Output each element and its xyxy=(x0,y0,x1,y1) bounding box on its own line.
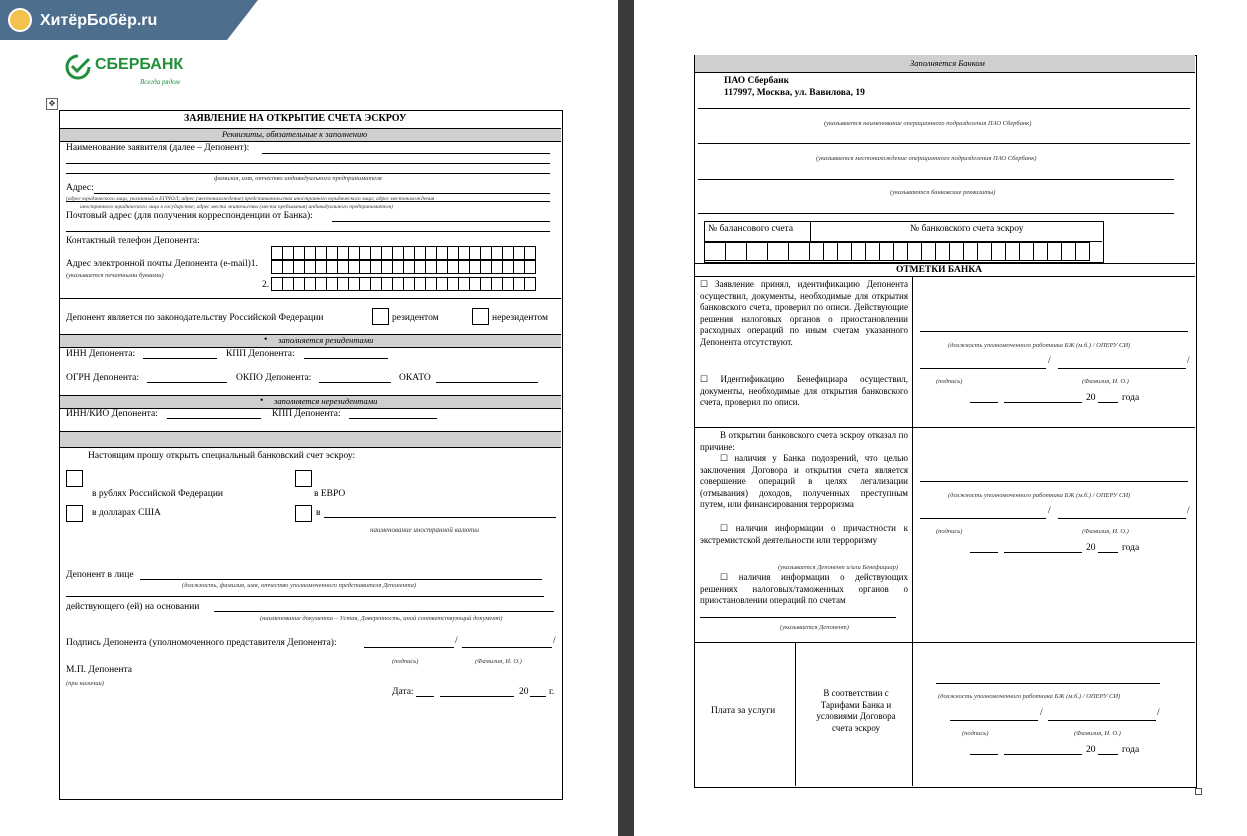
section-blank xyxy=(60,431,561,448)
email-hint: (указывается печатными буквами) xyxy=(66,272,164,279)
refused-3-line[interactable] xyxy=(700,617,896,618)
hint-division: (указывается наименование операционного подразделения ПАО Сбербанк) xyxy=(824,120,1032,127)
resize-handle-icon[interactable] xyxy=(1195,788,1202,795)
address-label: Адрес: xyxy=(66,183,94,193)
name-slash: / xyxy=(553,636,556,646)
email-cells-1[interactable] xyxy=(272,260,536,274)
address-hint-2: иностранного юридического лица в государстве; адрес места жительства (места пребывания) индивидуального предпринимателя) xyxy=(80,204,393,210)
sig-hint-3: (подпись) xyxy=(962,730,989,737)
applicant-name-label: Наименование заявителя (далее – Депонент): xyxy=(66,143,250,153)
sberbank-logo-icon xyxy=(64,54,92,80)
name-slash-2: / xyxy=(1187,506,1190,516)
requisites-line[interactable] xyxy=(698,179,1174,180)
name-hint-3: (Фамилия, И. О.) xyxy=(1074,730,1121,737)
official-line-2[interactable] xyxy=(920,481,1188,482)
sberbank-logo-name: СБЕРБАНК xyxy=(95,56,184,73)
year-line-1[interactable] xyxy=(1098,402,1118,403)
ogrn-label: ОГРН Депонента: xyxy=(66,373,140,383)
kpp-line[interactable] xyxy=(304,358,388,359)
month-line-1[interactable] xyxy=(1004,402,1082,403)
rub-checkbox[interactable] xyxy=(66,470,83,487)
kpp2-line[interactable] xyxy=(349,418,437,419)
beneficiary-text: ☐ Идентификацию Бенефициара осуществил, документы, необходимые для открытия банковского счета, проверил по описи. xyxy=(700,374,908,407)
bank-frame xyxy=(694,55,1197,788)
ogrn-line[interactable] xyxy=(147,382,227,383)
account-divider xyxy=(810,221,811,241)
sig-hint: (подпись) xyxy=(392,658,419,665)
bank-account-cells[interactable] xyxy=(810,242,1090,261)
month-line-2[interactable] xyxy=(1004,552,1082,553)
acting-label: действующего (ей) на основании xyxy=(66,602,200,612)
tariffs-text: В соответствии с Тарифами Банка и условиями Договора счета эскроу xyxy=(816,688,896,733)
stamp-label: М.П. Депонента xyxy=(66,665,132,675)
sig-hint-2: (подпись) xyxy=(936,528,963,535)
year-line-3[interactable] xyxy=(1098,754,1118,755)
official-hint-2: (должность уполномоченного работника БЖ (м.б.) / ОПЕРУ СИ) xyxy=(948,492,1131,499)
usd-label: в долларах США xyxy=(92,508,161,518)
depositor-person-label: Депонент в лице xyxy=(66,570,134,580)
okato-line[interactable] xyxy=(436,382,538,383)
other-currency-checkbox[interactable] xyxy=(295,505,312,522)
fee-label: Плата за услуги xyxy=(711,706,776,716)
kpp-label: КПП Депонента: xyxy=(226,349,295,359)
date-year: 20 xyxy=(519,687,529,697)
depositor-person-line-2[interactable] xyxy=(66,596,544,597)
signature-line[interactable] xyxy=(364,647,454,648)
date-label: Дата: xyxy=(392,687,414,697)
usd-checkbox[interactable] xyxy=(66,505,83,522)
sberbank-logo-tagline: Всегда рядом xyxy=(140,78,180,86)
division-line[interactable] xyxy=(698,108,1190,109)
sig-line-3[interactable] xyxy=(950,720,1038,721)
official-hint-1: (должность уполномоченного работника БЖ (м.б.) / ОПЕРУ СИ) xyxy=(948,342,1131,349)
name-hint: (Фамилия, И. О.) xyxy=(475,658,522,665)
marks-bottom xyxy=(694,276,1195,277)
person-hint: (должность, фамилия, имя, отчество уполномоченного представителя Депонента) xyxy=(182,582,417,589)
year-2: 20 xyxy=(1086,543,1096,553)
year-line-2[interactable] xyxy=(1098,552,1118,553)
inn-label: ИНН Депонента: xyxy=(66,349,136,359)
email-label: Адрес электронной почты Депонента (e-mail)1. xyxy=(66,259,258,269)
move-handle-icon[interactable]: ✥ xyxy=(46,98,58,110)
other-currency-label: в xyxy=(316,508,321,518)
date-year-line[interactable] xyxy=(530,696,546,697)
name-line[interactable] xyxy=(462,647,552,648)
accepted-text: ☐ Заявление принял, идентификацию Депонента осуществил, документы, необходимые для открытия банковского счета, проверил по описи. Действующие решения налоговых органов о приостановлении расходных операций по иным счетам указанного Депонента отсутствуют. xyxy=(700,279,908,347)
fee-divider-2 xyxy=(912,642,913,786)
currency-hint: наименование иностранной валюты xyxy=(370,526,479,534)
year-3: 20 xyxy=(1086,745,1096,755)
name-line-1[interactable] xyxy=(1058,368,1186,369)
refused-intro: В открытии банковского счета эскроу отказал по причине: xyxy=(700,430,908,452)
sig-hint-1: (подпись) xyxy=(936,378,963,385)
marks-top xyxy=(694,263,1195,264)
section-required-label: Реквизиты, обязательные к заполнению xyxy=(222,129,368,139)
bank-account-label: № банковского счета эскроу xyxy=(910,224,1024,234)
request-text: Настоящим прошу открыть специальный банковский счет эскроу: xyxy=(88,451,356,461)
applicant-name-line[interactable] xyxy=(262,153,550,154)
applicant-hint: фамилия, имя, отчество индивидуального предпринимателя xyxy=(214,175,382,182)
marks-title: ОТМЕТКИ БАНКА xyxy=(896,265,983,275)
official-hint-3: (должность уполномоченного работника БЖ (м.б.) / ОПЕРУ СИ) xyxy=(938,693,1121,700)
acting-line[interactable] xyxy=(214,611,554,612)
year-suffix-2: года xyxy=(1122,543,1140,553)
date-day-line[interactable] xyxy=(416,696,434,697)
postal-address-label: Почтовый адрес (для получения корреспонденции от Банка): xyxy=(66,211,313,221)
balance-account-cells[interactable] xyxy=(705,242,810,261)
sig-line-1[interactable] xyxy=(920,368,1046,369)
year-suffix-3: года xyxy=(1122,745,1140,755)
other-currency-line[interactable] xyxy=(324,517,556,518)
name-slash-1: / xyxy=(1187,356,1190,366)
email-second-label: 2. xyxy=(262,280,270,290)
requisites-line-2[interactable] xyxy=(698,213,1174,214)
bank-address: 117997, Москва, ул. Вавилова, 19 xyxy=(724,88,865,98)
nonresident-checkbox[interactable] xyxy=(472,308,489,325)
watermark-text: ХитёрБобёр.ru xyxy=(40,12,158,29)
sig-slash-2: / xyxy=(1048,506,1051,516)
sig-slash-1: / xyxy=(1048,356,1051,366)
postal-address-line-2[interactable] xyxy=(66,231,550,232)
phone-cells[interactable] xyxy=(272,246,536,260)
refused-reason-2: ☐ наличия информации о причастности к экстремистской деятельности или терроризму xyxy=(700,523,908,545)
year-suffix-1: года xyxy=(1122,393,1140,403)
refused-reason-1: ☐ наличия у Банка подозрений, что целью заключения Договора и открытия счета является совершение операций в целях легализации (отмывания) доходов, полученных преступным путем, или финансирования терроризма xyxy=(700,453,908,509)
refused-reason-3: ☐ наличия информации о действующих решениях налоговых/таможенных органов о приостановлении операций по счетам xyxy=(700,572,908,605)
name-slash-3: / xyxy=(1157,708,1160,718)
marks-col-divider xyxy=(912,276,913,642)
fee-row-top xyxy=(694,642,1195,643)
okpo-label: ОКПО Депонента: xyxy=(236,373,312,383)
section-nonresidents-bullet: • xyxy=(260,396,264,406)
marks-mid-divider xyxy=(694,427,1195,428)
acting-hint: (наименование документа – Устав, Доверенность, иной соответствующий документ) xyxy=(260,615,503,622)
refused-reason-3-hint: (указывается Депонент) xyxy=(780,624,849,631)
section-nonresidents-label: заполняется нерезидентами xyxy=(274,396,378,406)
sig-line-2[interactable] xyxy=(920,518,1046,519)
fee-divider-1 xyxy=(795,642,796,786)
postal-address-line[interactable] xyxy=(332,221,550,222)
form-title: ЗАЯВЛЕНИЕ НА ОТКРЫТИЕ СЧЕТА ЭСКРОУ xyxy=(184,113,407,124)
date-month-line[interactable] xyxy=(440,696,514,697)
eur-checkbox[interactable] xyxy=(295,470,312,487)
sig-slash-3: / xyxy=(1040,708,1043,718)
signature-slash: / xyxy=(455,636,458,646)
signature-label: Подпись Депонента (уполномоченного представителя Депонента): xyxy=(66,638,337,648)
name-line-2[interactable] xyxy=(1058,518,1186,519)
day-line-1[interactable] xyxy=(970,402,998,403)
email-cells-2[interactable] xyxy=(272,277,536,291)
name-hint-2: (Фамилия, И. О.) xyxy=(1082,528,1129,535)
day-line-3[interactable] xyxy=(970,754,998,755)
resident-label: резидентом xyxy=(392,313,439,323)
residency-label: Депонент является по законодательству Российской Федерации xyxy=(66,313,324,323)
section-residents-bullet: • xyxy=(264,335,268,345)
okpo-line[interactable] xyxy=(319,382,391,383)
date-year-suffix: г. xyxy=(549,687,555,697)
month-line-3[interactable] xyxy=(1004,754,1082,755)
inn-kio-label: ИНН/КИО Депонента: xyxy=(66,409,158,419)
nonresident-label: нерезидентом xyxy=(492,313,548,323)
rub-label: в рублях Российской Федерации xyxy=(92,489,224,499)
bank-name: ПАО Сбербанк xyxy=(724,76,790,86)
beaver-logo-icon xyxy=(8,8,32,32)
section-residents-label: заполняется резидентами xyxy=(278,335,374,345)
page-left xyxy=(0,0,618,836)
applicant-name-line-2[interactable] xyxy=(66,163,550,164)
resident-checkbox[interactable] xyxy=(372,308,389,325)
kpp2-label: КПП Депонента: xyxy=(272,409,341,419)
year-1: 20 xyxy=(1086,393,1096,403)
bank-header-label: Заполняется Банком xyxy=(910,58,985,68)
address-hint-1: (адрес юридического лица, указанный в ЕГРЮЛ; адрес (местонахождение) представительства иностранного юридического лица; адрес местонахождения xyxy=(66,196,435,202)
inn-kio-line[interactable] xyxy=(167,418,261,419)
phone-label: Контактный телефон Депонента: xyxy=(66,236,200,246)
hint-requisites: (указываются банковские реквизиты) xyxy=(890,189,996,196)
stamp-hint: (при наличии) xyxy=(66,680,104,687)
name-line-3[interactable] xyxy=(1048,720,1156,721)
divider xyxy=(60,298,561,299)
inn-line[interactable] xyxy=(143,358,217,359)
official-line-1[interactable] xyxy=(920,331,1188,332)
refused-reason-2-hint: (указывается Депонент и/или Бенефициар) xyxy=(778,564,899,571)
balance-account-label: № балансового счета xyxy=(708,224,794,234)
page-right xyxy=(634,0,1247,836)
name-hint-1: (Фамилия, И. О.) xyxy=(1082,378,1129,385)
location-line[interactable] xyxy=(698,143,1190,144)
eur-label: в ЕВРО xyxy=(314,489,346,499)
hint-location: (указывается местонахождение операционного подразделения ПАО Сбербанк) xyxy=(816,155,1037,162)
day-line-2[interactable] xyxy=(970,552,998,553)
okato-label: ОКАТО xyxy=(399,373,431,383)
official-line-3[interactable] xyxy=(936,683,1160,684)
